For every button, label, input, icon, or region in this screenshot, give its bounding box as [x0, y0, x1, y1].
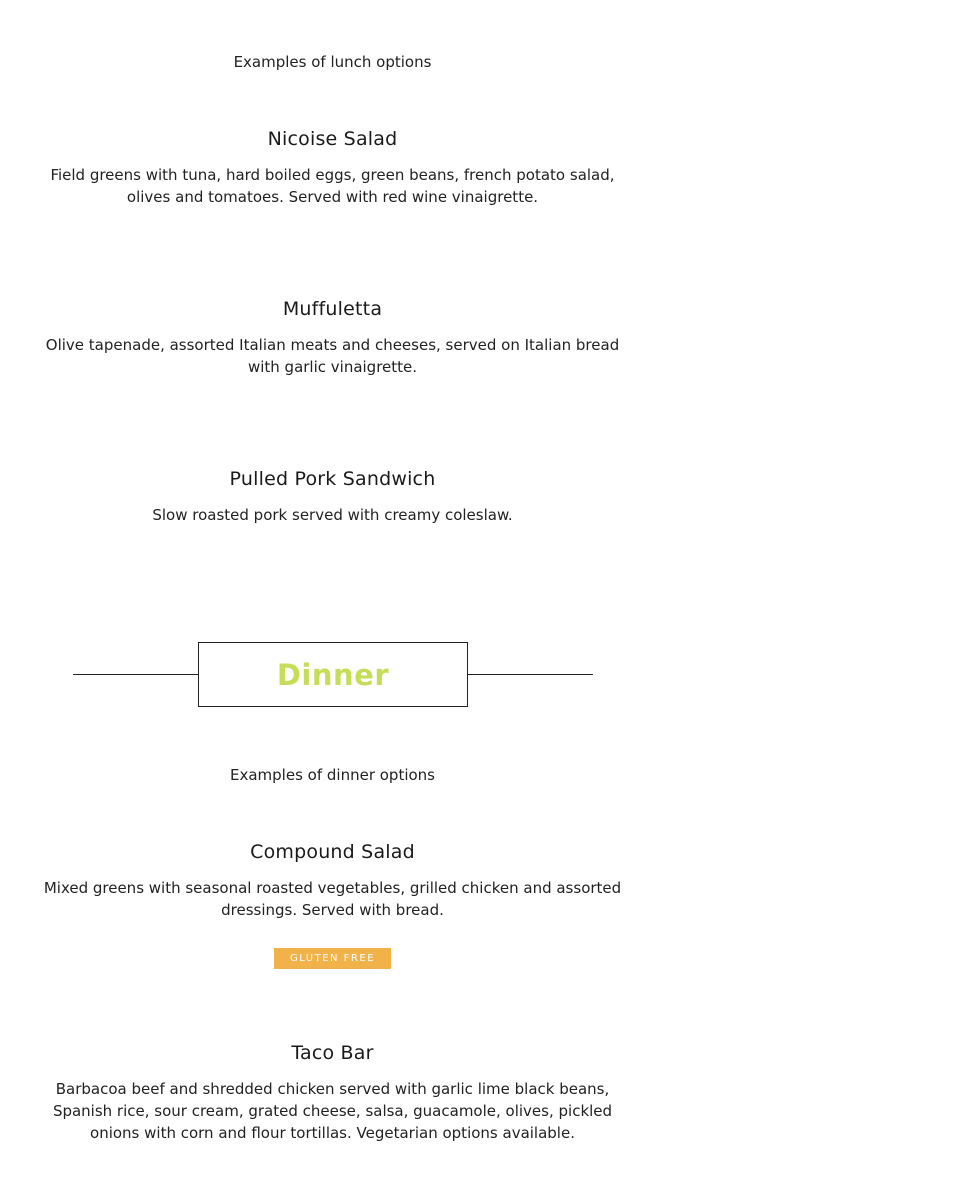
gluten-free-badge: GLUTEN FREE [274, 948, 391, 969]
menu-item-description-taco-bar: Barbacoa beef and shredded chicken served with garlic lime black beans, Spanish rice, sour cream, grated cheese, salsa, guacamole, olives, pickled onions with corn and flour tortillas. Vegetarian options available. [52, 1080, 613, 1142]
menu-item-title-muffuletta: Muffuletta [282, 298, 383, 320]
lunch-intro: Examples of lunch options [233, 53, 432, 71]
dinner-heading-box [198, 642, 468, 707]
menu-item-description-pulled-pork-sandwich: Slow roasted pork served with creamy coleslaw. [152, 506, 513, 524]
dinner-heading: Dinner [276, 657, 390, 692]
dinner-section-header [73, 642, 593, 707]
menu-item-title-taco-bar: Taco Bar [291, 1042, 374, 1064]
divider-right [468, 674, 593, 675]
menu-item-description-nicoise-salad: Field greens with tuna, hard boiled eggs, green beans, french potato salad, olives and tomatoes. Served with red wine vinaigrette. [50, 166, 615, 206]
menu-item-title-pulled-pork-sandwich: Pulled Pork Sandwich [229, 468, 436, 490]
menu-item-description-muffuletta: Olive tapenade, assorted Italian meats and cheeses, served on Italian bread with garlic vinaigrette. [45, 336, 620, 376]
menu-item-title-nicoise-salad: Nicoise Salad [267, 128, 398, 150]
divider-left [73, 674, 198, 675]
menu-item-title-compound-salad: Compound Salad [250, 841, 415, 863]
menu-item-description-compound-salad: Mixed greens with seasonal roasted vegetables, grilled chicken and assorted dressings. Served with bread. [43, 879, 622, 919]
dinner-intro: Examples of dinner options [230, 766, 435, 784]
